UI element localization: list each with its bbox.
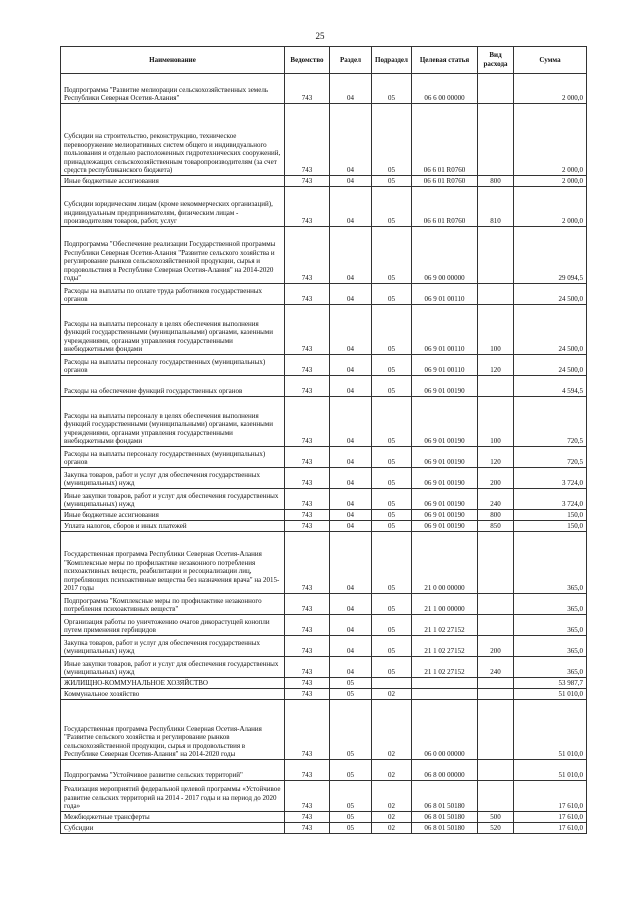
row-sum-cell: 150,0 [514, 510, 587, 521]
table-row [61, 468, 587, 489]
row-sum-cell: 3 724,0 [514, 468, 587, 489]
row-subsection-cell: 05 [372, 510, 412, 521]
row-section-cell: 04 [330, 510, 372, 521]
budget-table [60, 46, 587, 834]
row-expense-type-cell [478, 74, 514, 104]
table-row [61, 532, 587, 594]
row-name-cell: Подпрограмма "Комплексные меры по профилактике незаконного потребления психоактивных веществ" [61, 594, 285, 615]
row-name-cell: Расходы на выплаты по оплате труда работников государственных органов [61, 284, 285, 305]
column-header-sum: Сумма [514, 47, 587, 74]
row-subsection-cell: 05 [372, 468, 412, 489]
row-expense-type-cell: 240 [478, 657, 514, 678]
table-row [61, 636, 587, 657]
table-row [61, 284, 587, 305]
row-name-cell: Организация работы по уничтожению очагов дикорастущей конопли путем применения гербицидов [61, 615, 285, 636]
row-expense-type-cell [478, 700, 514, 760]
row-section-cell: 04 [330, 187, 372, 227]
row-section-cell: 04 [330, 376, 372, 397]
row-subsection-cell: 05 [372, 227, 412, 284]
row-name-cell: Межбюджетные трансферты [61, 812, 285, 823]
row-name-cell: Реализация мероприятий федеральной целевой программы «Устойчивое развитие сельских территорий на 2014 - 2017 годы и на период до 2020 года» [61, 781, 285, 812]
row-expense-type-cell: 500 [478, 812, 514, 823]
row-subsection-cell: 05 [372, 355, 412, 376]
row-department-cell: 743 [285, 636, 330, 657]
row-target-item-cell: 06 0 00 00000 [412, 700, 478, 760]
row-target-item-cell: 06 9 00 00000 [412, 227, 478, 284]
row-sum-cell: 2 000,0 [514, 74, 587, 104]
row-section-cell: 04 [330, 284, 372, 305]
row-target-item-cell: 06 9 01 00190 [412, 521, 478, 532]
row-department-cell: 743 [285, 689, 330, 700]
row-expense-type-cell [478, 284, 514, 305]
row-department-cell: 743 [285, 468, 330, 489]
row-section-cell: 05 [330, 700, 372, 760]
row-department-cell: 743 [285, 678, 330, 689]
row-subsection-cell: 05 [372, 305, 412, 355]
table-row [61, 355, 587, 376]
row-target-item-cell: 06 9 01 00190 [412, 489, 478, 510]
table-row [61, 594, 587, 615]
row-subsection-cell: 05 [372, 376, 412, 397]
row-sum-cell: 365,0 [514, 615, 587, 636]
row-name-cell: Иные закупки товаров, работ и услуг для обеспечения государственных (муниципальных) нужд [61, 489, 285, 510]
row-subsection-cell: 02 [372, 689, 412, 700]
row-section-cell: 04 [330, 636, 372, 657]
row-name-cell: Расходы на выплаты персоналу в целях обеспечения выполнения функций государственными (муниципальными) органами, казенными учреждениями, органами управления государственными внебюджетными фондами [61, 305, 285, 355]
table-row [61, 104, 587, 176]
row-subsection-cell: 05 [372, 615, 412, 636]
row-expense-type-cell: 100 [478, 397, 514, 447]
row-target-item-cell: 21 0 00 00000 [412, 532, 478, 594]
row-department-cell: 743 [285, 104, 330, 176]
row-sum-cell: 2 000,0 [514, 187, 587, 227]
row-section-cell: 05 [330, 812, 372, 823]
row-department-cell: 743 [285, 615, 330, 636]
row-target-item-cell: 06 8 01 50180 [412, 823, 478, 834]
row-subsection-cell: 05 [372, 176, 412, 187]
row-sum-cell: 24 500,0 [514, 355, 587, 376]
row-name-cell: Субсидии на строительство, реконструкцию, техническое перевооружение мелиоративных систем общего и индивидуального пользования и отдельно расположенных гидротехнических сооружений, принадлежащих сельскохозяйственным товаропроизводителям (за счет средств республиканского бюджета) [61, 104, 285, 176]
row-section-cell: 04 [330, 227, 372, 284]
row-name-cell: Расходы на выплаты персоналу в целях обеспечения выполнения функций государственными (муниципальными) органами, казенными учреждениями, органами управления государственными внебюджетными фондами [61, 397, 285, 447]
row-name-cell: Государственная программа Республики Северная Осетия-Алания "Развитие сельского хозяйства и регулирование рынков сельскохозяйственной продукции, сырья и продовольствия в Республике Северная Осетия-Алания" на 2014-2020 годы [61, 700, 285, 760]
table-row [61, 657, 587, 678]
row-target-item-cell [412, 678, 478, 689]
row-sum-cell: 365,0 [514, 657, 587, 678]
row-subsection-cell [372, 678, 412, 689]
row-name-cell: Уплата налогов, сборов и иных платежей [61, 521, 285, 532]
row-target-item-cell: 06 9 01 00190 [412, 468, 478, 489]
row-name-cell: Субсидии [61, 823, 285, 834]
row-target-item-cell: 06 9 01 00110 [412, 284, 478, 305]
table-row [61, 176, 587, 187]
row-target-item-cell: 06 9 01 00110 [412, 355, 478, 376]
row-expense-type-cell: 240 [478, 489, 514, 510]
row-sum-cell: 2 000,0 [514, 176, 587, 187]
row-sum-cell: 29 094,5 [514, 227, 587, 284]
row-sum-cell: 17 610,0 [514, 823, 587, 834]
row-sum-cell: 720,5 [514, 447, 587, 468]
row-target-item-cell: 21 1 02 27152 [412, 615, 478, 636]
row-subsection-cell: 02 [372, 812, 412, 823]
column-header-section: Раздел [330, 47, 372, 74]
column-header-target-item: Целевая статья [412, 47, 478, 74]
row-target-item-cell: 21 1 02 27152 [412, 657, 478, 678]
row-target-item-cell: 06 9 01 00190 [412, 447, 478, 468]
row-section-cell: 05 [330, 678, 372, 689]
row-section-cell: 04 [330, 489, 372, 510]
table-row [61, 678, 587, 689]
row-name-cell: Иные закупки товаров, работ и услуг для обеспечения государственных (муниципальных) нужд [61, 657, 285, 678]
row-department-cell: 743 [285, 532, 330, 594]
column-header-expense-type: Вид расхода [478, 47, 514, 74]
row-subsection-cell: 05 [372, 532, 412, 594]
row-section-cell: 05 [330, 781, 372, 812]
table-row [61, 760, 587, 781]
row-sum-cell: 17 610,0 [514, 812, 587, 823]
row-section-cell: 04 [330, 305, 372, 355]
row-name-cell: Иные бюджетные ассигнования [61, 176, 285, 187]
row-sum-cell: 51 010,0 [514, 700, 587, 760]
row-name-cell: Подпрограмма "Обеспечение реализации Государственной программы Республики Северная Осетия-Алания "Развитие сельского хозяйства и регулирование рынков сельскохозяйственной продукции, сырья и продовольствия в Республике Северная Осетия-Алания" на 2014-2020 годы" [61, 227, 285, 284]
row-subsection-cell: 05 [372, 657, 412, 678]
row-expense-type-cell: 810 [478, 187, 514, 227]
row-target-item-cell: 06 6 01 R0760 [412, 176, 478, 187]
row-sum-cell: 51 010,0 [514, 689, 587, 700]
table-row [61, 489, 587, 510]
table-row [61, 227, 587, 284]
row-department-cell: 743 [285, 305, 330, 355]
row-section-cell: 04 [330, 104, 372, 176]
row-name-cell: Расходы на выплаты персоналу государственных (муниципальных) органов [61, 447, 285, 468]
table-row [61, 187, 587, 227]
row-expense-type-cell [478, 376, 514, 397]
row-subsection-cell: 05 [372, 284, 412, 305]
row-section-cell: 04 [330, 468, 372, 489]
row-expense-type-cell: 800 [478, 510, 514, 521]
row-expense-type-cell [478, 615, 514, 636]
row-name-cell: Субсидии юридическим лицам (кроме некоммерческих организаций), индивидуальным предпринимателям, физическим лицам - производителям товаров, работ, услуг [61, 187, 285, 227]
row-target-item-cell: 06 6 01 R0760 [412, 187, 478, 227]
row-expense-type-cell: 100 [478, 305, 514, 355]
row-target-item-cell: 06 6 01 R0760 [412, 104, 478, 176]
row-sum-cell: 720,5 [514, 397, 587, 447]
row-department-cell: 743 [285, 521, 330, 532]
row-expense-type-cell [478, 227, 514, 284]
row-department-cell: 743 [285, 812, 330, 823]
row-sum-cell: 150,0 [514, 521, 587, 532]
table-row [61, 447, 587, 468]
row-sum-cell: 24 500,0 [514, 284, 587, 305]
row-subsection-cell: 05 [372, 489, 412, 510]
table-row [61, 521, 587, 532]
row-section-cell: 04 [330, 594, 372, 615]
row-name-cell: Расходы на выплаты персоналу государственных (муниципальных) органов [61, 355, 285, 376]
column-header-department: Ведомство [285, 47, 330, 74]
row-target-item-cell: 06 9 01 00110 [412, 305, 478, 355]
row-target-item-cell: 06 9 01 00190 [412, 397, 478, 447]
row-sum-cell: 2 000,0 [514, 104, 587, 176]
row-section-cell: 04 [330, 521, 372, 532]
row-section-cell: 04 [330, 176, 372, 187]
table-header-row [61, 47, 587, 74]
table-row [61, 700, 587, 760]
row-target-item-cell: 06 8 01 50180 [412, 812, 478, 823]
row-department-cell: 743 [285, 781, 330, 812]
row-section-cell: 04 [330, 355, 372, 376]
row-subsection-cell: 05 [372, 594, 412, 615]
row-department-cell: 743 [285, 760, 330, 781]
table-row [61, 74, 587, 104]
row-subsection-cell: 02 [372, 781, 412, 812]
row-expense-type-cell [478, 594, 514, 615]
row-subsection-cell: 05 [372, 74, 412, 104]
row-expense-type-cell: 200 [478, 636, 514, 657]
row-expense-type-cell [478, 781, 514, 812]
column-header-name: Наименование [61, 47, 285, 74]
row-expense-type-cell [478, 532, 514, 594]
table-row [61, 376, 587, 397]
table-body [61, 74, 587, 834]
row-target-item-cell: 21 1 02 27152 [412, 636, 478, 657]
row-department-cell: 743 [285, 447, 330, 468]
row-section-cell: 04 [330, 615, 372, 636]
row-sum-cell: 365,0 [514, 594, 587, 615]
row-expense-type-cell: 800 [478, 176, 514, 187]
row-subsection-cell: 02 [372, 760, 412, 781]
page-number: 25 [315, 31, 325, 41]
row-department-cell: 743 [285, 594, 330, 615]
table-row [61, 781, 587, 812]
row-expense-type-cell: 120 [478, 355, 514, 376]
row-section-cell: 05 [330, 823, 372, 834]
row-subsection-cell: 05 [372, 397, 412, 447]
table-row [61, 823, 587, 834]
row-section-cell: 05 [330, 760, 372, 781]
row-target-item-cell: 06 9 01 00190 [412, 376, 478, 397]
row-section-cell: 04 [330, 447, 372, 468]
row-target-item-cell [412, 689, 478, 700]
row-sum-cell: 24 500,0 [514, 305, 587, 355]
row-department-cell: 743 [285, 227, 330, 284]
row-name-cell: Коммунальное хозяйство [61, 689, 285, 700]
row-expense-type-cell [478, 760, 514, 781]
table-row [61, 689, 587, 700]
row-name-cell: Подпрограмма "Развитие мелиорации сельскохозяйственных земель Республики Северная Осетия-Алания" [61, 74, 285, 104]
table-row [61, 510, 587, 521]
row-department-cell: 743 [285, 489, 330, 510]
row-name-cell: Государственная программа Республики Северная Осетия-Алания "Комплексные меры по профилактике незаконного потребления психоактивных веществ, реабилитации и ресоциализации лиц, потребляющих психоактивные вещества без назначения врача" на 2015-2017 годы [61, 532, 285, 594]
row-target-item-cell: 06 6 00 00000 [412, 74, 478, 104]
row-subsection-cell: 05 [372, 447, 412, 468]
row-section-cell: 05 [330, 689, 372, 700]
row-name-cell: Иные бюджетные ассигнования [61, 510, 285, 521]
row-expense-type-cell: 200 [478, 468, 514, 489]
row-name-cell: Закупка товаров, работ и услуг для обеспечения государственных (муниципальных) нужд [61, 636, 285, 657]
row-department-cell: 743 [285, 657, 330, 678]
row-subsection-cell: 02 [372, 700, 412, 760]
row-subsection-cell: 02 [372, 823, 412, 834]
row-target-item-cell: 06 9 01 00190 [412, 510, 478, 521]
row-subsection-cell: 05 [372, 521, 412, 532]
table-row [61, 812, 587, 823]
row-expense-type-cell: 520 [478, 823, 514, 834]
row-section-cell: 04 [330, 397, 372, 447]
row-section-cell: 04 [330, 74, 372, 104]
table-row [61, 615, 587, 636]
row-subsection-cell: 05 [372, 187, 412, 227]
row-subsection-cell: 05 [372, 104, 412, 176]
row-expense-type-cell: 850 [478, 521, 514, 532]
row-department-cell: 743 [285, 700, 330, 760]
row-department-cell: 743 [285, 510, 330, 521]
row-sum-cell: 365,0 [514, 532, 587, 594]
row-name-cell: Подпрограмма "Устойчивое развитие сельских территорий" [61, 760, 285, 781]
row-department-cell: 743 [285, 823, 330, 834]
row-section-cell: 04 [330, 657, 372, 678]
row-target-item-cell: 06 8 00 00000 [412, 760, 478, 781]
row-department-cell: 743 [285, 284, 330, 305]
row-subsection-cell: 05 [372, 636, 412, 657]
row-sum-cell: 53 987,7 [514, 678, 587, 689]
row-department-cell: 743 [285, 397, 330, 447]
row-sum-cell: 4 594,5 [514, 376, 587, 397]
row-sum-cell: 17 610,0 [514, 781, 587, 812]
row-name-cell: Расходы на обеспечение функций государственных органов [61, 376, 285, 397]
row-department-cell: 743 [285, 176, 330, 187]
row-expense-type-cell: 120 [478, 447, 514, 468]
column-header-subsection: Подраздел [372, 47, 412, 74]
row-sum-cell: 3 724,0 [514, 489, 587, 510]
row-target-item-cell: 06 8 01 50180 [412, 781, 478, 812]
row-department-cell: 743 [285, 187, 330, 227]
table-row [61, 305, 587, 355]
row-target-item-cell: 21 1 00 00000 [412, 594, 478, 615]
row-department-cell: 743 [285, 376, 330, 397]
row-department-cell: 743 [285, 355, 330, 376]
row-sum-cell: 51 010,0 [514, 760, 587, 781]
row-section-cell: 04 [330, 532, 372, 594]
row-expense-type-cell [478, 678, 514, 689]
row-name-cell: Закупка товаров, работ и услуг для обеспечения государственных (муниципальных) нужд [61, 468, 285, 489]
row-department-cell: 743 [285, 74, 330, 104]
row-name-cell: ЖИЛИЩНО-КОММУНАЛЬНОЕ ХОЗЯЙСТВО [61, 678, 285, 689]
row-sum-cell: 365,0 [514, 636, 587, 657]
row-expense-type-cell [478, 104, 514, 176]
table-row [61, 397, 587, 447]
row-expense-type-cell [478, 689, 514, 700]
